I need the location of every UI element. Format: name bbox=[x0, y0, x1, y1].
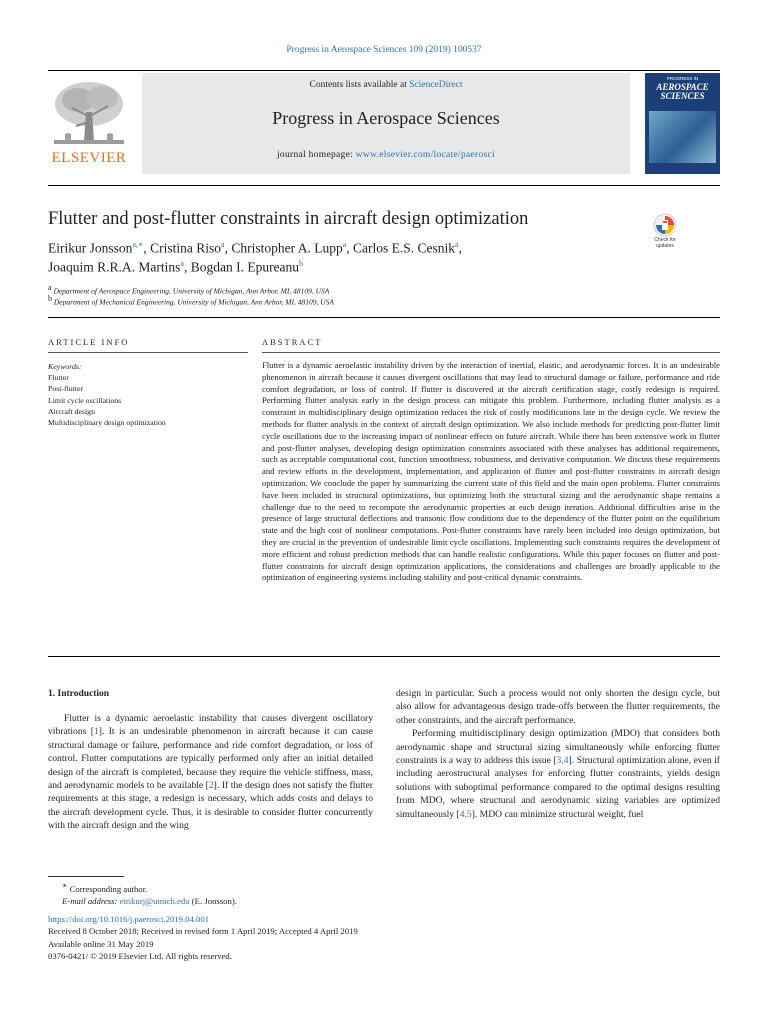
keyword: Flutter bbox=[48, 373, 69, 383]
article-info-heading: ARTICLE INFO bbox=[48, 337, 130, 347]
author-affiliation-mark[interactable]: a bbox=[455, 240, 459, 249]
title-block-rule bbox=[48, 317, 720, 318]
masthead-bottom-rule bbox=[48, 185, 720, 186]
paragraph-text: Performing multidisciplinary design optimization (MDO) that considers both aerodynamic shape and structural sizing simultaneously while enforcing flutter constraints is a way to address this issue [ bbox=[396, 728, 720, 767]
masthead-top-rule bbox=[48, 70, 720, 71]
author-affiliation-mark[interactable]: b bbox=[299, 259, 304, 268]
citation-link[interactable]: 1 bbox=[93, 726, 99, 738]
publisher-logo-text: ELSEVIER bbox=[51, 150, 127, 166]
body-column-left bbox=[48, 712, 373, 833]
cover-top-text: PROGRESS IN bbox=[666, 76, 699, 81]
cover-artwork bbox=[649, 111, 716, 163]
body-column-right bbox=[396, 687, 720, 821]
journal-title: Progress in Aerospace Sciences bbox=[272, 108, 500, 128]
check-for-updates-badge[interactable] bbox=[647, 212, 683, 248]
paragraph bbox=[396, 727, 720, 821]
affiliation-mark: b bbox=[48, 294, 52, 303]
email-link[interactable]: eirikurj@umich.edu bbox=[119, 895, 190, 906]
paragraph-text: ]. It is an undesirable phenomenon in aircraft because it can cause structural damage or failure, performance and ride comfort degradation, or loss of control. Flutter computations are typically performed only after an initial detailed design of the aircraft is completed, because they require the vehicle stiffness, mass, and aerodynamic models to be available [ bbox=[48, 726, 374, 792]
cover-title-text: AEROSPACE SCIENCES bbox=[656, 82, 709, 101]
keyword: Post-flutter bbox=[48, 384, 84, 394]
author-affiliation-mark[interactable]: a,∗ bbox=[132, 240, 144, 249]
keywords-label: Keywords: bbox=[48, 362, 82, 371]
received-dates: Received 8 October 2018; Received in revised form 1 April 2019; Accepted 4 April 2019 bbox=[48, 926, 358, 937]
section-heading-introduction: 1. Introduction bbox=[48, 689, 110, 699]
author-name[interactable]: Joaquim R.R.A. Martins bbox=[48, 259, 181, 275]
abstract-heading: ABSTRACT bbox=[262, 337, 323, 347]
keywords-list bbox=[48, 361, 248, 428]
abstract-rule bbox=[262, 352, 720, 353]
paragraph-text: ]. If the design does not satisfy the flutter requirements at this stage, a redesign is necessary, which adds costs and delays to the aircraft development cycle. Thus, it is desirable to consider flutter concurrently with the aircraft design and the wing bbox=[48, 780, 373, 832]
citation-link[interactable]: 4,5 bbox=[459, 808, 472, 820]
available-online: Available online 31 May 2019 bbox=[48, 938, 154, 949]
paragraph-text: Flutter is a dynamic aeroelastic instability that causes divergent oscillatory vibrations [ bbox=[48, 713, 373, 738]
footnotes bbox=[48, 880, 237, 907]
journal-citation[interactable]: Progress in Aerospace Sciences 109 (2019) 100537 bbox=[286, 45, 482, 55]
affiliation bbox=[48, 294, 334, 307]
publication-info bbox=[48, 913, 358, 962]
author-name[interactable]: Cristina Riso bbox=[150, 240, 222, 256]
author-affiliation-mark[interactable]: a bbox=[180, 259, 184, 268]
homepage-prefix: journal homepage: bbox=[276, 150, 356, 160]
citation-link[interactable]: 2 bbox=[208, 780, 214, 792]
journal-cover-image bbox=[645, 73, 720, 174]
contents-line bbox=[142, 80, 630, 90]
email-note bbox=[48, 895, 237, 907]
author-name[interactable]: Eirikur Jonsson bbox=[48, 240, 133, 256]
abstract-bottom-rule bbox=[48, 656, 720, 657]
affiliation-text: Department of Mechanical Engineering, University of Michigan, Ann Arbor, MI, 48109, USA bbox=[53, 297, 334, 307]
author-affiliation-mark[interactable]: a bbox=[221, 240, 225, 249]
author-affiliation-mark[interactable]: a bbox=[342, 240, 347, 249]
keyword: Aircraft design bbox=[48, 406, 95, 416]
sciencedirect-link[interactable]: ScienceDirect bbox=[409, 80, 463, 90]
keyword: Limit cycle oscillations bbox=[48, 395, 122, 405]
paragraph-text: ]. MDO can minimize structural weight, fuel bbox=[471, 808, 644, 820]
author-name[interactable]: Carlos E.S. Cesnik bbox=[353, 240, 456, 256]
doi-link[interactable]: https://doi.org/10.1016/j.paerosci.2019.04.001 bbox=[48, 914, 210, 924]
paragraph-text: ]. Structural optimization alone, even if including aerostructural analyses for enforcing flutter constraints, yields design solutions with suboptimal performance compared to the optimal designs resulting from MDO, where structural and aerodynamic sizing variables are optimized simultaneously [ bbox=[396, 755, 720, 820]
email-label: E-mail address: bbox=[62, 895, 120, 906]
check-updates-label: Check for updates bbox=[654, 237, 676, 249]
contents-prefix: Contents lists available at bbox=[309, 80, 410, 90]
corresponding-author-text: Corresponding author. bbox=[69, 883, 148, 894]
authors-line-2: Joaquim R.R.A. Martins$^a$, Bogdan I. Epureanu$^b$ bbox=[48, 259, 304, 275]
authors-line-1: Eirikur Jonsson$^{a,∗}$, Cristina Riso$^a$, Christopher A. Lupp$^a$, Carlos E.S. Cesnik$^a$, bbox=[48, 240, 462, 256]
homepage-line bbox=[142, 150, 630, 160]
author-name[interactable]: Christopher A. Lupp bbox=[231, 240, 343, 256]
footnote-rule bbox=[48, 876, 124, 877]
article-info-rule bbox=[48, 352, 248, 353]
citation-link[interactable]: 3,4 bbox=[556, 755, 569, 767]
corresponding-author-note: ∗ Corresponding author. bbox=[62, 881, 148, 894]
check-updates-icon bbox=[647, 212, 683, 238]
affiliation-text: Department of Aerospace Engineering, University of Michigan, Ann Arbor, MI, 48109, USA bbox=[53, 286, 330, 296]
author-name[interactable]: Bogdan I. Epureanu bbox=[190, 259, 300, 275]
affiliation-mark: a bbox=[48, 283, 52, 292]
paragraph bbox=[48, 712, 373, 833]
paragraph: design in particular. Such a process would not only shorten the design cycle, but also allow for advantageous design trade-offs between the flutter requirements, the other constraints, and the aircraft performance. bbox=[396, 688, 720, 726]
copyright: 0376-0421/ © 2019 Elsevier Ltd. All rights reserved. bbox=[48, 950, 232, 961]
email-suffix: (E. Jonsson). bbox=[189, 895, 237, 906]
article-title: Flutter and post-flutter constraints in aircraft design optimization bbox=[48, 209, 529, 229]
keyword: Multidisciplinary design optimization bbox=[48, 418, 166, 428]
abstract-body: Flutter is a dynamic aeroelastic instability driven by the interaction of inertial, elastic, and aerodynamic forces. It is an undesirable phenomenon in aircraft because it causes divergent oscillations that may lead to structural damage or failure, performance and ride comfort degradation, or loss of control. If flutter is discovered at the aircraft certification stage, costly redesign is required. Performing flutter analysis early in the design process can mitigate this problem. Furthermore, including flutter analysis as a constraint in multidisciplinary design optimization reduces the risk of costly modifications late in the design cycle. We review the methods for flutter analysis in the context of aircraft design optimization. We also include methods for predicting post-flutter limit cycle oscillations due to the increasing impact of nonlinear effects on future aircraft. While there has been extensive work in flutter and post-flutter analyses, developing design optimization constraints associated with these analyses has additional requirements, such as acceptable computational cost, function smoothness, robustness, and derivative computation. We discuss these requirements and review efforts in the development, implementation, and application of flutter and post-flutter constraints in aircraft design optimization. We conclude the paper by summarizing the current state of this field and the main open problems. Flutter constraints have been included in structural optimizations, but optimizing both the structural sizing and the aerodynamic shape remains a challenge due to the need to recompute the aerodynamic properties at each design iteration. Additional difficulties arise in the presence of large structural deflections and transonic flow conditions due to the dependency of the flutter point on the equilibrium state and the high cost of nonlinear computations. Post-flutter constraints have rarely been included into design optimization, but they are crucial in the prevention of undesirable limit cycle oscillations. Implementing such constraints requires the development of more efficient and robust prediction methods that can handle realistic configurations. While this paper focuses on flutter and post-flutter constraints for aircraft design optimization applications, the considerations and challenges are broadly applicable to the optimization of engineering systems including stability and post-critical dynamic constraints. bbox=[262, 360, 720, 583]
homepage-link[interactable]: www.elsevier.com/locate/paerosci bbox=[355, 150, 496, 160]
